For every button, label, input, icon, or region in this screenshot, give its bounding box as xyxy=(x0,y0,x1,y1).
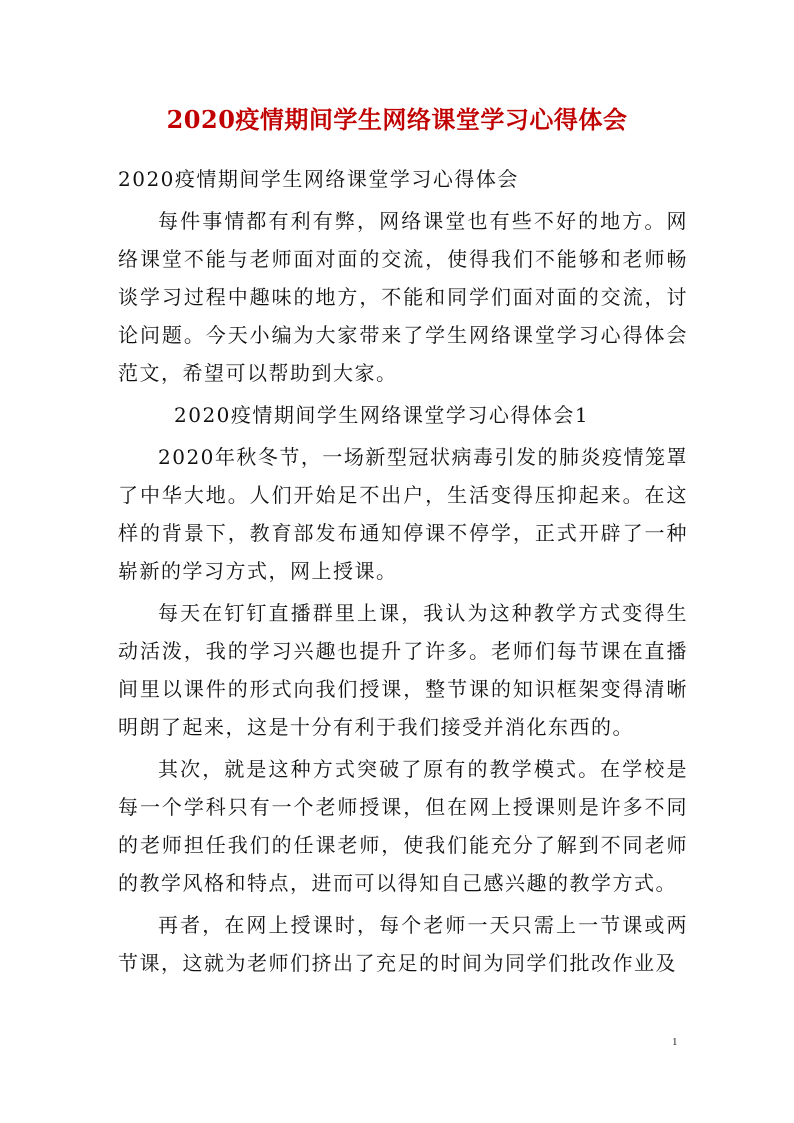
body-paragraph: 再者，在网上授课时，每个老师一天只需上一节课或两节课，这就为老师们挤出了充足的时间为同学们批改作业及 xyxy=(118,913,688,975)
document-body xyxy=(118,160,688,986)
section-heading: 2020疫情期间学生网络课堂学习心得体会1 xyxy=(174,403,590,427)
body-paragraph: 其次，就是这种方式突破了原有的教学模式。在学校是每一个学科只有一个老师授课，但在网上授课则是许多不同的老师担任我们的任课老师，使我们能充分了解到不同老师的教学风格和特点，进而可以得知自己感兴趣的教学方式。 xyxy=(118,757,688,895)
page-title: 2020疫情期间学生网络课堂学习心得体会 xyxy=(166,105,628,134)
intro-paragraph: 每件事情都有利有弊，网络课堂也有些不好的地方。网络课堂不能与老师面对面的交流，使得我们不能够和老师畅谈学习过程中趣味的地方，不能和同学们面对面的交流，讨论问题。今天小编为大家带来了学生网络课堂学习心得体会范文，希望可以帮助到大家。 xyxy=(118,209,688,385)
body-paragraph: 2020年秋冬节，一场新型冠状病毒引发的肺炎疫情笼罩了中华大地。人们开始足不出户，生活变得压抑起来。在这样的背景下，教育部发布通知停课不停学，正式开辟了一种崭新的学习方式，网上授课。 xyxy=(118,445,688,583)
page-number: 1 xyxy=(672,1036,678,1048)
document-subtitle: 2020疫情期间学生网络课堂学习心得体会 xyxy=(118,167,519,191)
body-paragraph: 每天在钉钉直播群里上课，我认为这种教学方式变得生动活泼，我的学习兴趣也提升了许多。老师们每节课在直播间里以课件的形式向我们授课，整节课的知识框架变得清晰明朗了起来，这是十分有利于我们接受并消化东西的。 xyxy=(118,601,688,739)
